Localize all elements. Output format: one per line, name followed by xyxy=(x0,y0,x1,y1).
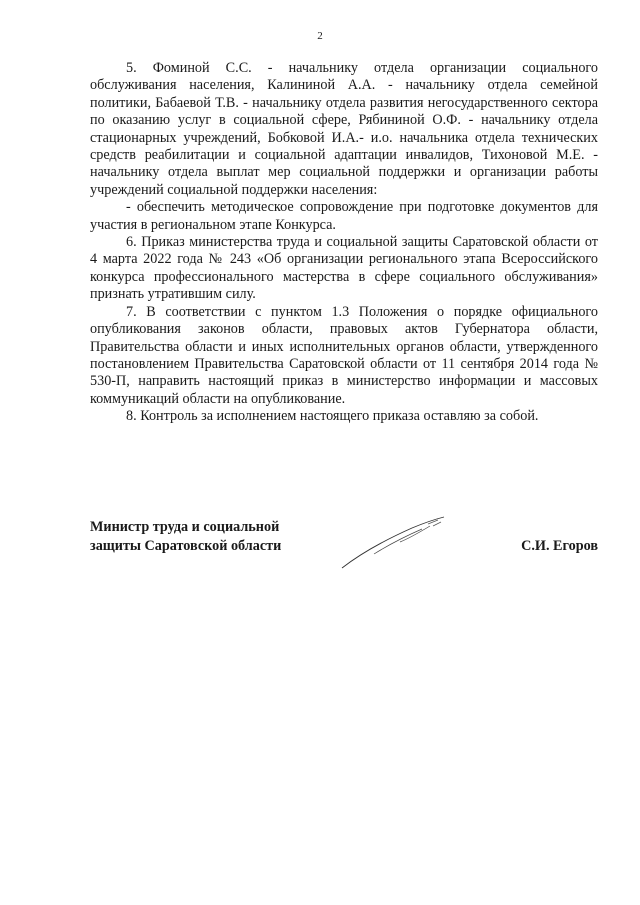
paragraph-5-bullet: - обеспечить методическое сопровождение при подготовке документов для участия в региональном этапе Конкурса. xyxy=(90,199,598,233)
document-body xyxy=(90,60,598,426)
signature-block xyxy=(90,518,598,578)
paragraph-8: 8. Контроль за исполнением настоящего приказа оставляю за собой. xyxy=(126,408,539,425)
signatory-name: С.И. Егоров xyxy=(521,538,598,554)
signatory-position: Министр труда и социальной защиты Саратовской области xyxy=(90,519,282,554)
paragraph-6: 6. Приказ министерства труда и социальной защиты Саратовской области от 4 марта 2022 года № 243 «Об организации регионального этапа Всероссийского конкурса профессионального мастерства в сфере социального обслуживания» признать утратившим силу. xyxy=(90,234,598,303)
paragraph-7: 7. В соответствии с пунктом 1.3 Положения о порядке официального опубликования законов области, правовых актов Губернатора области, Правительства области и иных исполнительных органов области, утвержденного постановлением Правительства Саратовской области от 11 сентября 2014 года № 530-П, направить настоящий приказ в министерство информации и массовых коммуникаций области на опубликование. xyxy=(90,303,598,407)
handwritten-signature xyxy=(340,514,450,574)
paragraph-5: 5. Фоминой С.С. - начальнику отдела организации социального обслуживания населения, Калининой А.А. - начальнику отдела семейной политики, Бабаевой Т.В. - начальнику отдела развития негосударственного сектора по оказанию услуг в социальной сфере, Рябининой О.Ф. - начальнику отдела стационарных учреждений, Бобковой И.А.- и.о. начальника отдела технических средств реабилитации и социальной адаптации инвалидов, Тихоновой М.Е. - начальнику отдела выплат мер социальной поддержки и организации работы учреждений социальной поддержки населения: xyxy=(90,60,598,198)
page-number: 2 xyxy=(317,30,323,42)
